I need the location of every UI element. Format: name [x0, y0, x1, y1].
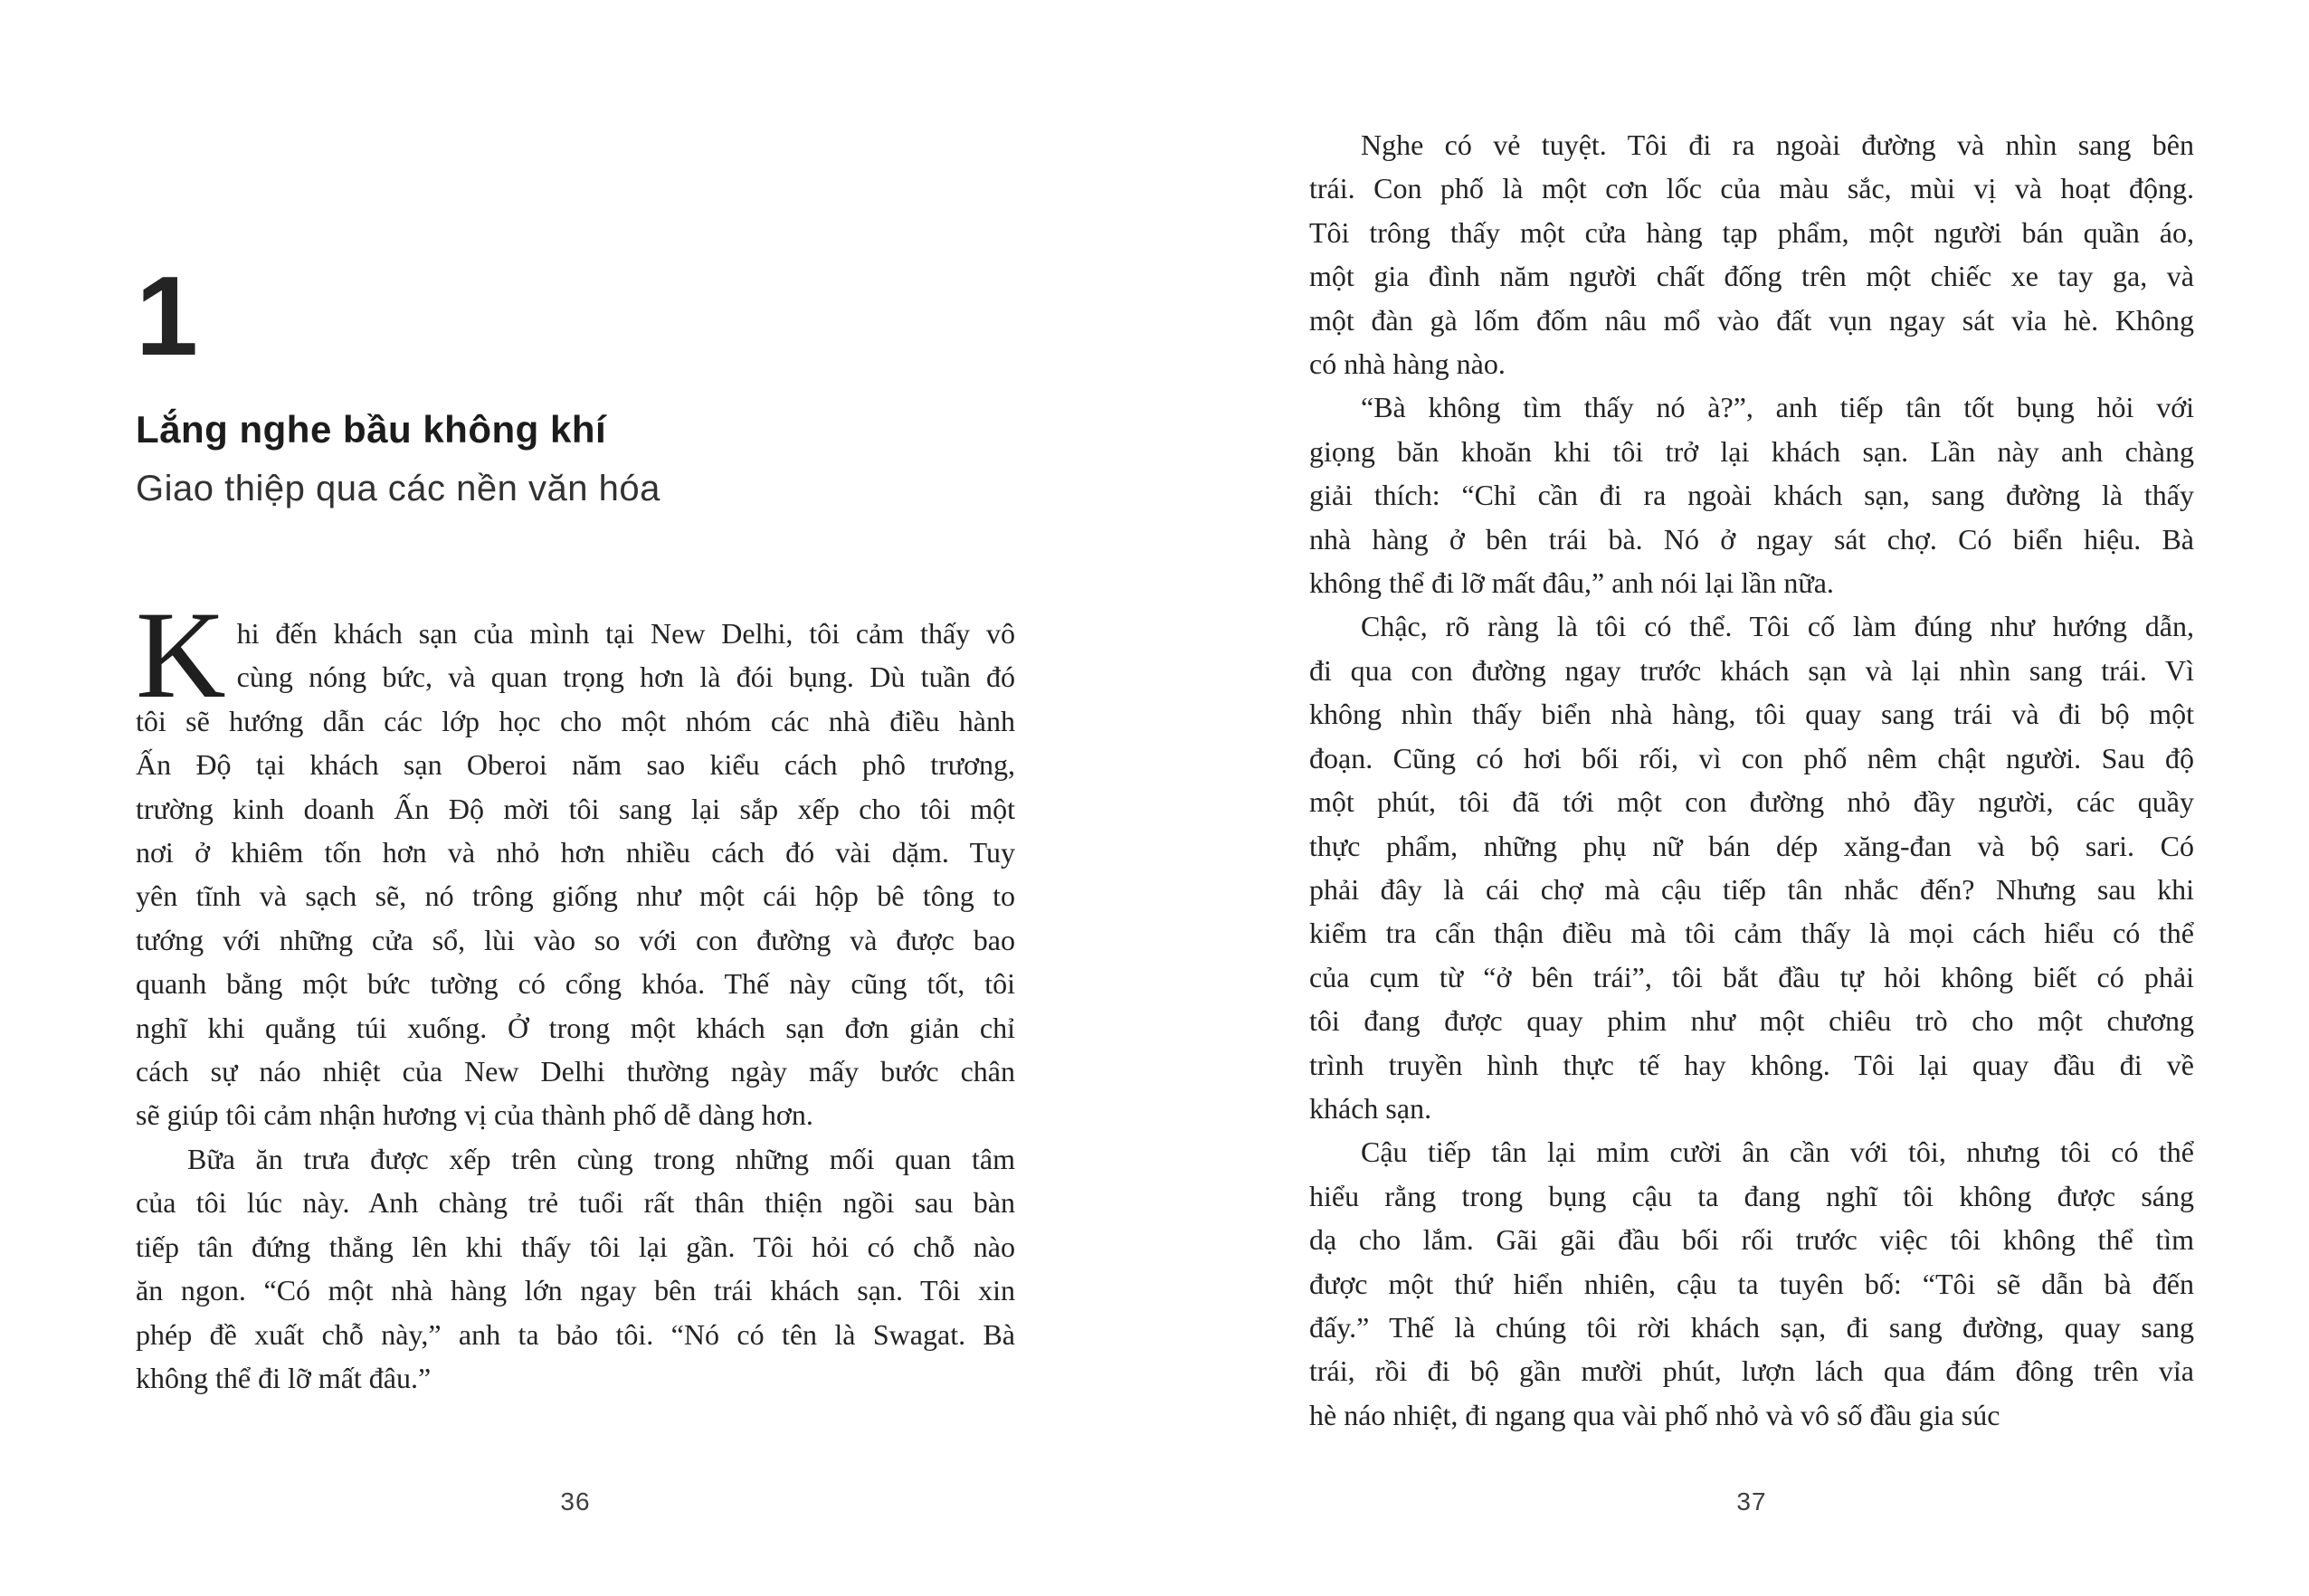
text-line: trình truyền hình thực tế hay không. Tôi lại quay đầu đi về — [1309, 1048, 2194, 1081]
paragraph — [136, 1137, 1015, 1400]
text-line: ăn ngon. “Có một nhà hàng lớn ngay bên trái khách sạn. Tôi xin — [136, 1274, 1015, 1307]
drop-cap: K — [136, 585, 226, 724]
text-line: Ấn Độ tại khách sạn Oberoi năm sao kiểu cách phô trương, — [136, 748, 1015, 782]
text-line: yên tĩnh và sạch sẽ, nó trông giống như một cái hộp bê tông to — [136, 879, 1015, 913]
text-line: kiểm tra cẩn thận điều mà tôi cảm thấy là mọi cách hiểu có thể — [1309, 917, 2194, 950]
text-line: cùng nóng bức, và quan trọng hơn là đói bụng. Dù tuần đó — [236, 660, 1015, 694]
text-line: được một thứ hiển nhiên, cậu ta tuyên bố: “Tôi sẽ dẫn bà đến — [1309, 1267, 2194, 1300]
text-line: “Bà không tìm thấy nó à?”, anh tiếp tân tốt bụng hỏi với — [1361, 391, 2194, 424]
text-line: thực phẩm, những phụ nữ bán dép xăng-đan và bộ sari. Có — [1309, 829, 2194, 862]
page-left — [136, 0, 1015, 1596]
text-line: phép đề xuất chỗ này,” anh ta bảo tôi. “Nó có tên là Swagat. Bà — [136, 1317, 1015, 1351]
text-line: một đàn gà lốm đốm nâu mổ vào đất vụn ngay sát vỉa hè. Không — [1309, 303, 2194, 337]
paragraph — [1309, 123, 2194, 385]
text-line: dạ cho lắm. Gãi gãi đầu bối rối trước việc tôi không thể tìm — [1309, 1223, 2194, 1257]
text-line: tôi sẽ hướng dẫn các lớp học cho một nhóm các nhà điều hành — [136, 704, 1015, 737]
text-line: đấy.” Thế là chúng tôi rời khách sạn, đi sang đường, quay sang — [1309, 1310, 2194, 1344]
page-number-right: 37 — [1736, 1487, 1767, 1515]
text-line: quanh bằng một bức tường có cổng khóa. Thế này cũng tốt, tôi — [136, 967, 1015, 1001]
text-line: Nghe có vẻ tuyệt. Tôi đi ra ngoài đường và nhìn sang bên — [1361, 128, 2194, 161]
text-line: tướng với những cửa sổ, lùi vào so với con đường và được bao — [136, 923, 1015, 956]
text-line: Chậc, rõ ràng là tôi có thể. Tôi cố làm đúng như hướng dẫn, — [1361, 610, 2194, 643]
text-line: tôi đang được quay phim như một chiêu trò cho một chương — [1309, 1004, 2194, 1038]
text-line: tiếp tân đứng thẳng lên khi thấy tôi lại gần. Tôi hỏi có chỗ nào — [136, 1230, 1015, 1263]
text-line: một gia đình năm người chất đống trên một chiếc xe tay ga, và — [1309, 260, 2194, 293]
text-line: đoạn. Cũng có hơi bối rối, vì con phố nêm chật người. Sau độ — [1309, 741, 2194, 774]
text-line: hè náo nhiệt, đi ngang qua vài phố nhỏ và vô số đầu gia súc — [1309, 1398, 2000, 1431]
text-line: của cụm từ “ở bên trái”, tôi bắt đầu tự hỏi không biết có phải — [1309, 960, 2194, 993]
text-line: trường kinh doanh Ấn Độ mời tôi sang lại sắp xếp cho tôi một — [136, 792, 1015, 825]
chapter-subtitle: Giao thiệp qua các nền văn hóa — [136, 469, 660, 508]
text-line: Cậu tiếp tân lại mỉm cười ân cần với tôi, nhưng tôi có thể — [1361, 1135, 2194, 1169]
text-line: trái, rồi đi bộ gần mười phút, lượn lách qua đám đông trên vỉa — [1309, 1354, 2194, 1388]
text-line: Tôi trông thấy một cửa hàng tạp phẩm, một người bán quần áo, — [1309, 215, 2194, 249]
text-line: cách sự náo nhiệt của New Delhi thường ngày mấy bước chân — [136, 1055, 1015, 1088]
text-line: một phút, tôi đã tới một con đường nhỏ đầy người, các quầy — [1309, 785, 2194, 819]
text-line: đi qua con đường ngay trước khách sạn và lại nhìn sang trái. Vì — [1309, 653, 2194, 687]
text-line: nơi ở khiêm tốn hơn và nhỏ hơn nhiều cách đó vài dặm. Tuy — [136, 836, 1015, 869]
text-line: có nhà hàng nào. — [1309, 347, 1506, 381]
text-line: nhà hàng ở bên trái bà. Nó ở ngay sát chợ. Có biển hiệu. Bà — [1309, 522, 2194, 556]
right-page-body — [1309, 123, 2194, 1437]
paragraph — [136, 585, 1015, 1137]
text-line: Bữa ăn trưa được xếp trên cùng trong những mối quan tâm — [187, 1142, 1015, 1175]
text-line: giải thích: “Chỉ cần đi ra ngoài khách sạn, sang đường là thấy — [1309, 479, 2194, 512]
chapter-number: 1 — [136, 254, 198, 379]
paragraph — [1309, 604, 2194, 1130]
chapter-title: Lắng nghe bầu không khí — [136, 408, 607, 451]
text-line: không thể đi lỡ mất đâu.” — [136, 1361, 432, 1394]
page-right — [1309, 0, 2194, 1596]
paragraph — [1309, 385, 2194, 604]
text-line: không nhìn thấy biển nhà hàng, tôi quay sang trái và đi bộ một — [1309, 698, 2194, 731]
text-line: không thể đi lỡ mất đâu,” anh nói lại lần nữa. — [1309, 566, 1834, 600]
text-line: của tôi lúc này. Anh chàng trẻ tuổi rất thân thiện ngồi sau bàn — [136, 1186, 1015, 1220]
text-line: nghĩ khi quẳng túi xuống. Ở trong một khách sạn đơn giản chỉ — [136, 1011, 1015, 1044]
left-page-body — [136, 585, 1015, 1400]
paragraph — [1309, 1130, 2194, 1437]
text-line: hi đến khách sạn của mình tại New Delhi, tôi cảm thấy vô — [236, 617, 1015, 650]
text-line: khách sạn. — [1309, 1091, 1432, 1125]
text-line: sẽ giúp tôi cảm nhận hương vị của thành phố dễ dàng hơn. — [136, 1098, 813, 1132]
text-line: hiểu rằng trong bụng cậu ta đang nghĩ tôi không được sáng — [1309, 1179, 2194, 1212]
text-line: trái. Con phố là một cơn lốc của màu sắc, mùi vị và hoạt động. — [1309, 172, 2194, 205]
text-line: phải đây là cái chợ mà cậu tiếp tân nhắc đến? Nhưng sau khi — [1309, 872, 2194, 906]
text-line: giọng băn khoăn khi tôi trở lại khách sạn. Lần này anh chàng — [1309, 434, 2194, 468]
page-number-left: 36 — [560, 1487, 591, 1515]
